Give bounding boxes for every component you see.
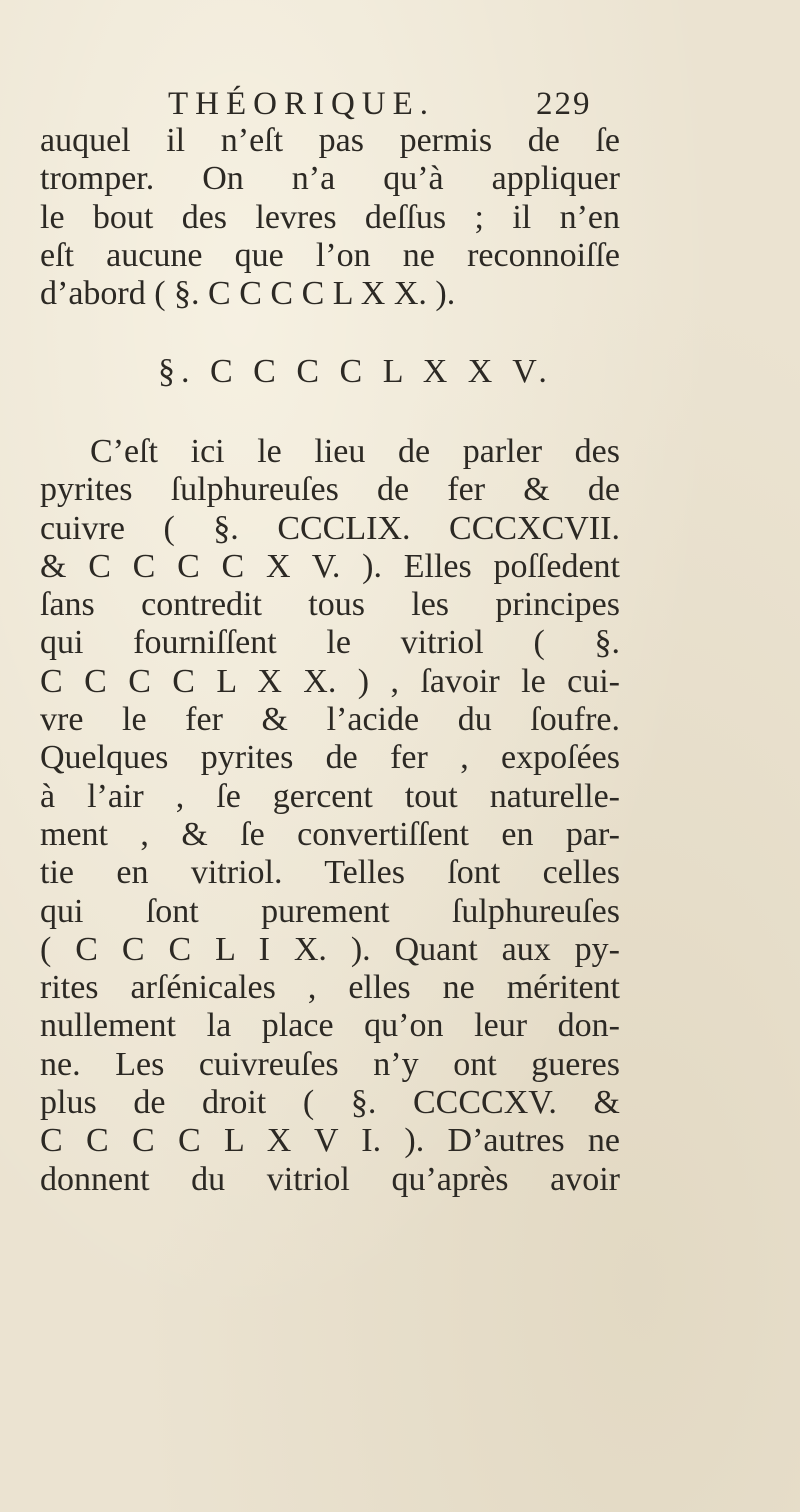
text-line: cuivre ( §. CCCLIX. CCCXCVII.: [40, 509, 620, 547]
text-line: tie en vitriol. Telles ſont celles: [40, 854, 620, 892]
text-line: à l’air , ſe gercent tout naturelle-: [40, 777, 620, 815]
text-line: donnent du vitriol qu’après avoir: [40, 1160, 620, 1198]
paragraph-main: [40, 433, 620, 1199]
text-line: nullement la place qu’on leur don-: [40, 1007, 620, 1045]
text-line: C C C C L X V I. ). D’autres ne: [40, 1122, 620, 1160]
section-heading: §. C C C C L X X V.: [158, 353, 553, 390]
text-line: & C C C C X V. ). Elles poſſedent: [40, 547, 620, 585]
text-line: rites arſénicales , elles ne méritent: [40, 969, 620, 1007]
page-number: 229: [536, 86, 592, 122]
text-line: ( C C C L I X. ). Quant aux py-: [40, 930, 620, 968]
text-line: pyrites ſulphureuſes de fer & de: [40, 471, 620, 509]
text-line: C C C C L X X. ) , ſavoir le cui-: [40, 662, 620, 700]
text-line: eſt aucune que l’on ne reconnoiſſe: [40, 236, 620, 274]
text-line: d’abord ( §. C C C C L X X. ).: [40, 275, 456, 313]
text-line: ſans contredit tous les principes: [40, 586, 620, 624]
text-line: qui ſont purement ſulphureuſes: [40, 892, 620, 930]
running-head: THÉORIQUE.: [168, 86, 436, 122]
text-line: ne. Les cuivreuſes n’y ont gueres: [40, 1045, 620, 1083]
page-header: [0, 82, 800, 126]
text-line: qui fourniſſent le vitriol ( §.: [40, 624, 620, 662]
text-line: auquel il n’eſt pas permis de ſe: [40, 122, 620, 159]
text-line: Quelques pyrites de fer , expoſées: [40, 739, 620, 777]
text-line: vre le fer & l’acide du ſoufre.: [40, 701, 620, 739]
text-line: C’eſt ici le lieu de parler des: [90, 433, 620, 470]
text-line: tromper. On n’a qu’à appliquer: [40, 160, 620, 198]
text-line: plus de droit ( §. CCCCXV. &: [40, 1084, 620, 1122]
paragraph-continued: [40, 122, 620, 313]
text-line: ment , & ſe convertiſſent en par-: [40, 815, 620, 853]
text-line: le bout des levres deſſus ; il n’en: [40, 198, 620, 236]
